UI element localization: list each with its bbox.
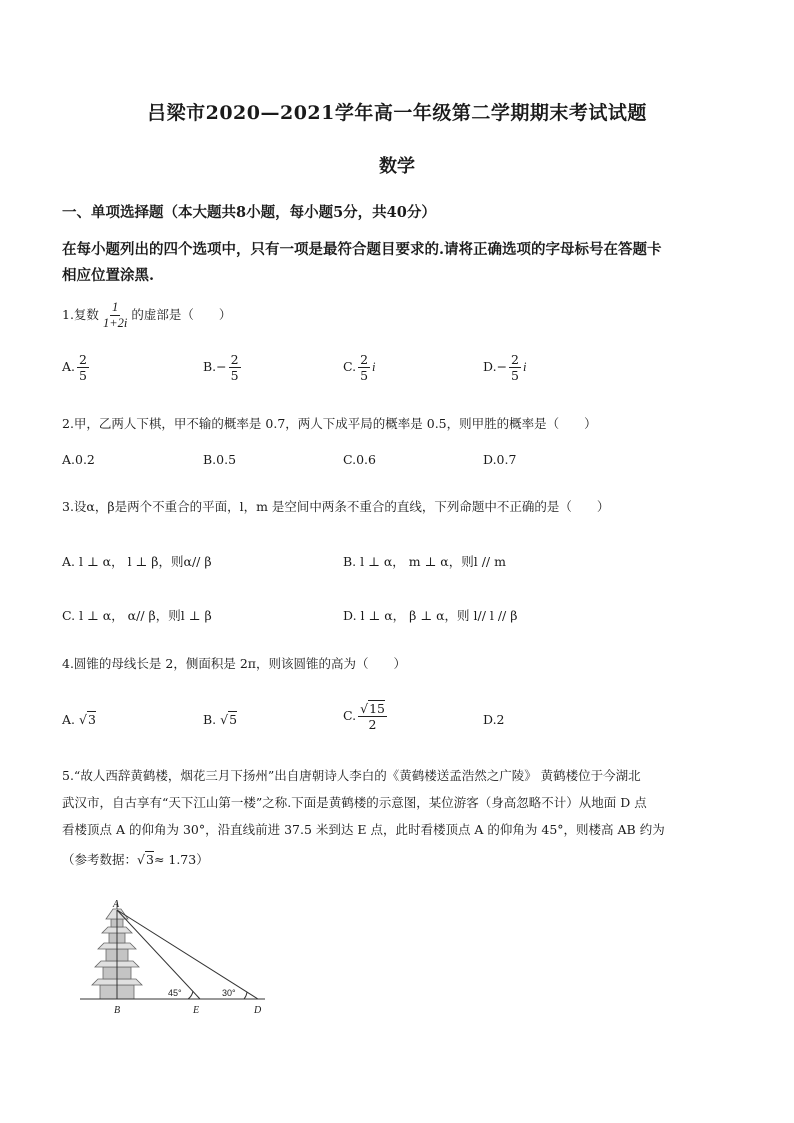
instruction-line-1: 在每小题列出的四个选项中，只有一项是最符合题目要求的.请将正确选项的字母标号在答题卡 <box>62 241 662 258</box>
q1-option-b-label: B. <box>203 359 217 374</box>
q1-suffix: 的虚部是（ ） <box>131 307 232 322</box>
q4-option-c[interactable] <box>343 701 389 732</box>
yellow-crane-tower-diagram <box>60 893 310 1023</box>
q3-option-c[interactable]: C. l ⊥ α， α// β，则l ⊥ β <box>62 608 212 623</box>
angle-arc-d <box>244 992 247 999</box>
q1-option-a[interactable] <box>62 352 91 383</box>
q1-d-unit: i <box>523 360 527 374</box>
q4-option-d[interactable]: D.2 <box>483 712 505 727</box>
q1-d-sign: − <box>496 359 508 374</box>
q1-b-sign: − <box>216 359 227 374</box>
q2-option-b[interactable]: B.0.5 <box>203 452 237 467</box>
q4-c-num: √15 <box>360 701 385 716</box>
q5-ref-prefix: （参考数据： <box>62 852 138 867</box>
question-5-line-3: 看楼顶点 A 的仰角为 30°，沿直线前进 37.5 米到达 E 点，此时看楼顶点 A 的仰角为 45°，则楼高 AB 约为 <box>62 822 665 837</box>
q1-c-num: 2 <box>360 352 369 367</box>
section-heading: 一、单项选择题（本大题共8小题，每小题5分，共40分） <box>62 204 436 221</box>
q1-a-den: 5 <box>79 368 87 383</box>
q1-option-b-frac <box>229 352 241 383</box>
q4-c-radicand: 15 <box>369 701 385 716</box>
instruction-line-2: 相应位置涂黑. <box>62 267 155 284</box>
q1-d-den: 5 <box>511 368 519 383</box>
question-2-stem: 2.甲，乙两人下棋，甲不输的概率是 0.7，两人下成平局的概率是 0.5，则甲胜的概率是（ ） <box>62 416 597 431</box>
question-5-line-1: 5.“故人西辞黄鹤楼，烟花三月下扬州”出自唐朝诗人李白的《黄鹤楼送孟浩然之广陵》 黄鹤楼位于今湖北 <box>62 768 641 783</box>
q3-option-b[interactable]: B. l ⊥ α， m ⊥ α，则l // m <box>343 554 506 569</box>
q1-option-c-label: C. <box>343 359 357 374</box>
q3-option-a[interactable]: A. l ⊥ α， l ⊥ β，则α// β <box>62 554 212 569</box>
q1-c-unit: i <box>372 360 376 374</box>
q1-a-num: 2 <box>79 352 87 367</box>
q1-frac-num: 1 <box>112 300 119 314</box>
q1-prefix: 1.复数 <box>62 307 99 322</box>
q4-option-b[interactable]: B. √5 <box>203 712 238 727</box>
q1-option-b[interactable] <box>203 352 243 383</box>
question-5-reference: （参考数据：√3≈ 1.73） <box>62 852 209 867</box>
question-5-line-2: 武汉市，自古享有“天下江山第一楼”之称.下面是黄鹤楼的示意图，某位游客（身高忽略不计）从地面 D 点 <box>62 795 647 810</box>
q1-b-num: 2 <box>230 352 239 367</box>
q4-a-radicand: 3 <box>87 712 96 727</box>
question-3-stem: 3.设α，β是两个不重合的平面，l，m 是空间中两条不重合的直线，下列命题中不正确的是（ ） <box>62 499 610 514</box>
q1-option-d-frac <box>509 352 521 383</box>
q4-option-a-label: A. <box>62 712 76 727</box>
q1-option-c[interactable] <box>343 352 376 383</box>
q1-frac-den: 1+2i <box>102 316 128 330</box>
q1-option-a-label: A. <box>62 359 76 374</box>
q1-option-d-label: D. <box>483 359 497 374</box>
page-title: 吕梁市2020—2021学年高一年级第二学期期末考试试题 <box>147 102 647 124</box>
q2-option-d[interactable]: D.0.7 <box>483 452 517 467</box>
q5-ref-radicand: 3 <box>145 852 154 867</box>
angle-label-30: 30° <box>222 988 236 998</box>
question-4-stem: 4.圆锥的母线长是 2，侧面积是 2π，则该圆锥的高为（ ） <box>62 656 406 671</box>
q1-b-den: 5 <box>230 368 239 383</box>
q5-ref-suffix: ≈ 1.73） <box>153 852 209 867</box>
angle-label-45: 45° <box>168 988 182 998</box>
angle-arc-e <box>188 991 193 999</box>
q1-option-c-frac <box>358 352 370 383</box>
question-1-stem <box>62 300 231 331</box>
label-e: E <box>193 1005 200 1016</box>
q4-option-b-label: B. <box>203 712 217 727</box>
q1-d-num: 2 <box>511 352 519 367</box>
q2-option-a[interactable]: A.0.2 <box>62 452 95 467</box>
q1-fraction <box>101 300 129 331</box>
q4-b-radicand: 5 <box>229 712 238 727</box>
q4-c-frac <box>358 701 387 732</box>
q1-option-d[interactable] <box>483 352 526 383</box>
q4-option-a[interactable]: A. √3 <box>62 712 96 727</box>
label-b: B <box>114 1005 121 1016</box>
q3-option-d[interactable]: D. l ⊥ α， β ⊥ α，则 l// l // β <box>343 608 518 623</box>
subject-title: 数学 <box>379 156 415 177</box>
q1-option-a-frac <box>77 352 89 383</box>
q1-c-den: 5 <box>360 368 369 383</box>
q4-c-den: 2 <box>368 717 377 732</box>
label-d: D <box>254 1005 262 1016</box>
label-a: A <box>113 899 120 910</box>
q2-option-c[interactable]: C.0.6 <box>343 452 376 467</box>
q4-option-c-label: C. <box>343 708 357 723</box>
